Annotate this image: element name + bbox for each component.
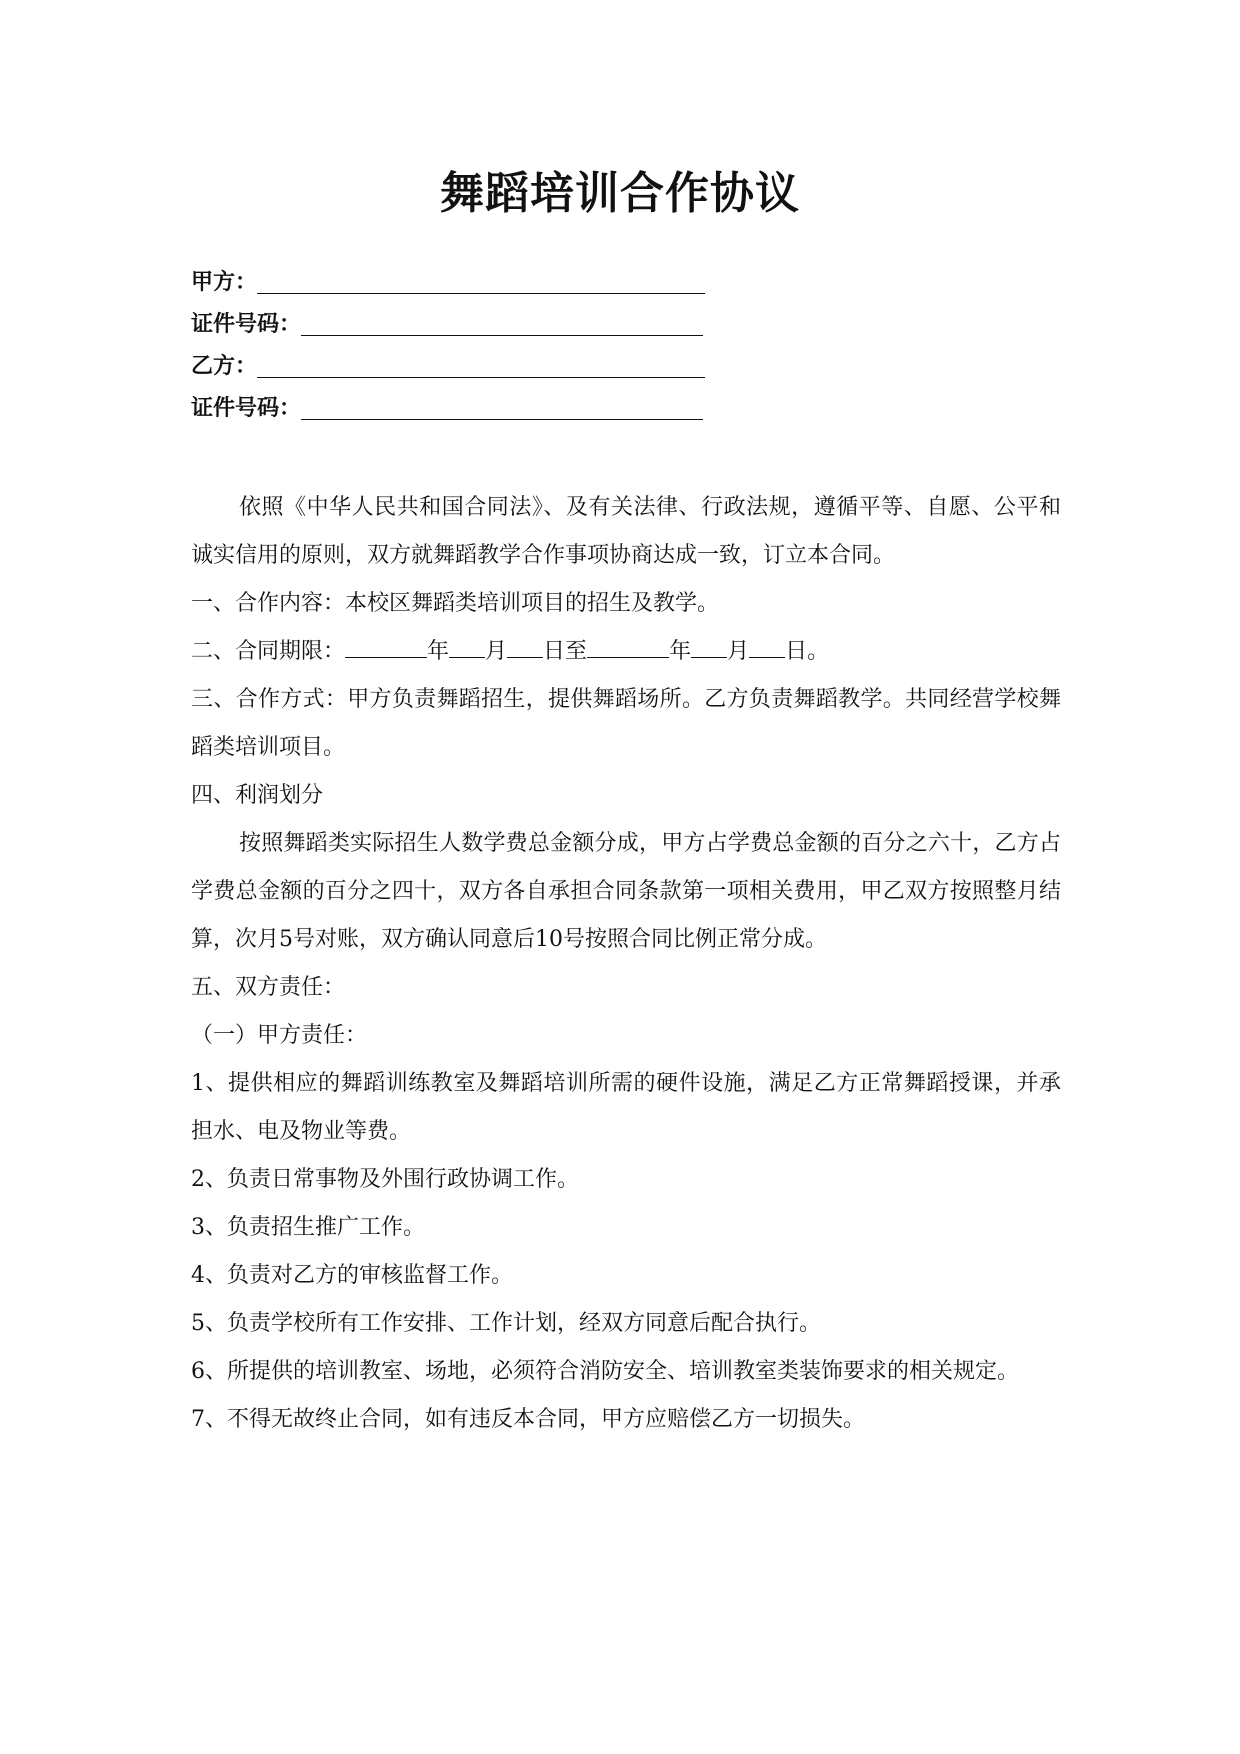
party-b-blank-line [257,376,705,378]
clause-3: 三、合作方式：甲方负责舞蹈招生，提供舞蹈场所。乙方负责舞蹈教学。共同经营学校舞蹈类培训项目。 [191,687,1061,760]
end-month-unit: 月 [727,639,750,664]
clause-4-body: 按照舞蹈类实际招生人数学费总金额分成，甲方占学费总金额的百分之六十，乙方占学费总金额的百分之四十，双方各自承担合同条款第一项相关费用，甲乙双方按照整月结算，次月5号对账，双方确认同意后10号按照合同比例正常分成。 [191,831,1061,952]
duty-a-6: 6、所提供的培训教室、场地，必须符合消防安全、培训教室类装饰要求的相关规定。 [191,1359,1019,1384]
end-year-unit: 年 [669,639,692,664]
duty-a-3: 3、负责招生推广工作。 [191,1215,425,1240]
end-day-unit: 日。 [785,639,830,664]
start-year-unit: 年 [427,639,450,664]
start-year-blank [345,635,427,658]
clause-2 [191,628,1061,676]
duty-a-5: 5、负责学校所有工作安排、工作计划，经双方同意后配合执行。 [191,1311,821,1336]
party-b-label: 乙方： [191,354,258,379]
party-a-id-blank-line [301,334,703,336]
start-day-unit: 日至 [543,639,588,664]
party-b-id-row [191,388,703,424]
party-a-row [191,262,705,298]
clause-1: 一、合作内容：本校区舞蹈类培训项目的招生及教学。 [191,591,720,616]
start-month-blank [449,635,485,658]
party-a-id-row [191,304,703,340]
intro-paragraph: 依照《中华人民共和国合同法》、及有关法律、行政法规，遵循平等、自愿、公平和诚实信用的原则，双方就舞蹈教学合作事项协商达成一致，订立本合同。 [191,495,1061,568]
end-year-blank [587,635,669,658]
party-b-id-blank-line [301,418,703,420]
duty-a-7: 7、不得无故终止合同，如有违反本合同，甲方应赔偿乙方一切损失。 [191,1407,865,1432]
start-day-blank [507,635,543,658]
party-b-id-label: 证件号码： [191,396,302,421]
end-month-blank [691,635,727,658]
contract-body [191,484,1061,1444]
end-day-blank [749,635,785,658]
document-title: 舞蹈培训合作协议 [440,168,800,219]
duty-a-1: 1、提供相应的舞蹈训练教室及舞蹈培训所需的硬件设施，满足乙方正常舞蹈授课，并承担水、电及物业等费。 [191,1071,1061,1144]
party-a-blank-line [257,292,705,294]
clause-2-prefix: 二、合同期限： [191,639,346,664]
party-b-row [191,346,705,382]
party-a-label: 甲方： [191,270,258,295]
party-a-id-label: 证件号码： [191,312,302,337]
duty-a-2: 2、负责日常事物及外围行政协调工作。 [191,1167,579,1192]
duty-a-4: 4、负责对乙方的审核监督工作。 [191,1263,513,1288]
clause-5-subheading-a: （一）甲方责任： [191,1023,368,1048]
clause-5-heading: 五、双方责任： [191,975,346,1000]
clause-4-heading: 四、利润划分 [191,783,324,808]
start-month-unit: 月 [485,639,508,664]
